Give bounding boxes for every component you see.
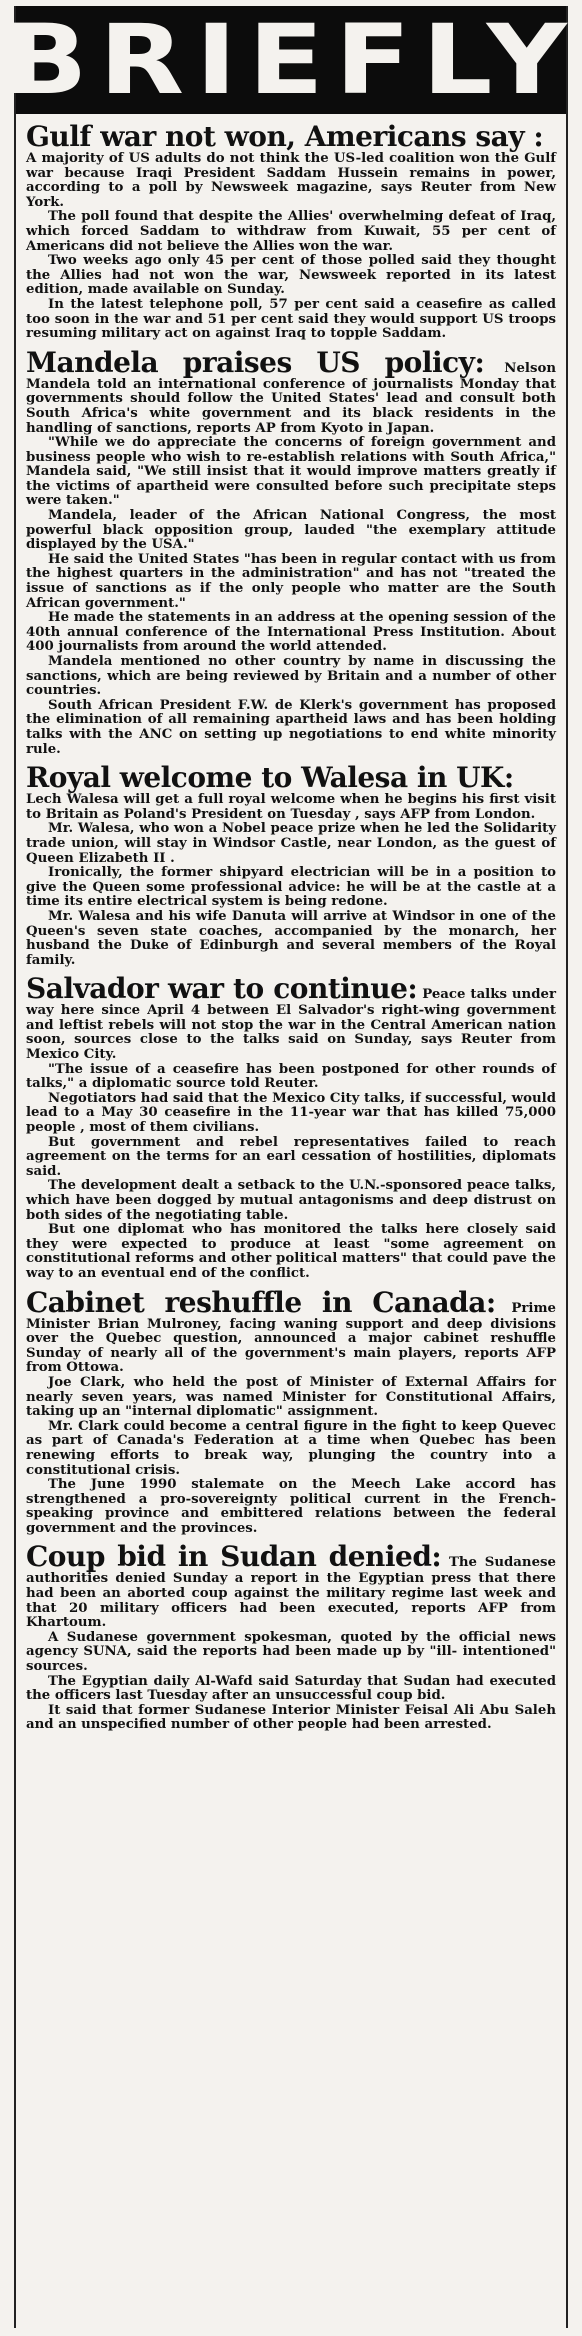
story-paragraph: Mr. Clark could become a central figure in the fight to keep Quevec as part of Canada's Federation at a time when Quebec has been renewing efforts to break way, plunging the country into a constitutional crisis. bbox=[26, 1418, 556, 1478]
story-paragraph: The poll found that despite the Allies' overwhelming defeat of Iraq, which forced Saddam to withdraw from Kuwait, 55 per cent of Americans did not believe the Allies won the war. bbox=[26, 209, 556, 254]
masthead-title: BRIEFLY bbox=[3, 4, 579, 116]
story-lead bbox=[26, 122, 556, 210]
story-paragraph: Peace talks under way here since April 4 between El Salvador's right-wing government and leftist rebels will not stop the war in the Central American nation soon, sources close to the talks said on Sunday, says Reuter from Mexico City. bbox=[26, 987, 556, 1063]
masthead bbox=[3, 4, 579, 116]
news-story bbox=[26, 1285, 556, 1537]
story-paragraph: In the latest telephone poll, 57 per cent said a ceasefire as called too soon in the war and 51 per cent said they would support US troops resuming military act on against Iraq to topple Saddam. bbox=[26, 296, 556, 342]
news-story bbox=[26, 974, 556, 1281]
story-paragraph: It said that former Sudanese Interior Minister Feisal Ali Abu Saleh and an unspecified number of other people had been arrested. bbox=[26, 1702, 556, 1733]
story-paragraph: Nelson Mandela told an international conference of journalists Monday that governments should follow the United States' lead and consult both South Africa's white government and its black residents in the handling of sanctions, reports AP from Kyoto in Japan. bbox=[26, 360, 556, 436]
briefly-column bbox=[3, 4, 579, 2328]
story-paragraph: A majority of US adults do not think the US-led coalition won the Gulf war because Iraqi President Saddam Hussein remains in power, according to a poll by Newsweek magazine, says Reuter from New York. bbox=[26, 151, 556, 210]
story-paragraph: South African President F.W. de Klerk's government has proposed the elimination of all remaining apartheid laws and has been holding talks with the ANC on setting up negotiations to end white minority rule. bbox=[26, 697, 556, 757]
story-headline: Gulf war not won, Americans say : bbox=[26, 120, 544, 153]
story-paragraph: Ironically, the former shipyard electrician will be in a position to give the Queen some professional advice: he will be at the castle at a time its entire electrical system is being redone. bbox=[26, 865, 556, 910]
story-paragraph: Negotiators had said that the Mexico City talks, if successful, would lead to a May 30 ceasefire in the 11-year war that has killed 75,000 people , most of them civilians. bbox=[26, 1090, 556, 1136]
story-paragraph: The development dealt a setback to the U.N.-sponsored peace talks, which have been dogged by mutual antagonisms and deep distrust on both sides of the negotiating table. bbox=[26, 1178, 556, 1223]
story-paragraph: He made the statements in an address at the opening session of the 40th annual conference of the International Press Institution. About 400 journalists from around the world attended. bbox=[26, 610, 556, 655]
story-lead bbox=[26, 1285, 556, 1376]
story-paragraph: Mr. Walesa and his wife Danuta will arrive at Windsor in one of the Queen's seven state coaches, accompanied by the monarch, her husband the Duke of Edinburgh and several members of the Royal family. bbox=[26, 908, 556, 968]
story-paragraph: But government and rebel representatives failed to reach agreement on the terms for an earl cessation of hostilities, diplomats said. bbox=[26, 1134, 556, 1179]
news-story bbox=[26, 345, 556, 757]
story-paragraph: The Egyptian daily Al-Wafd said Saturday that Sudan had executed the officers last Tuesday after an unsuccessful coup bid. bbox=[26, 1673, 556, 1704]
story-headline: Salvador war to continue: bbox=[26, 972, 418, 1006]
story-headline: Royal welcome to Walesa in UK: bbox=[26, 761, 514, 795]
news-story bbox=[26, 763, 556, 968]
story-lead bbox=[26, 1542, 556, 1630]
story-paragraph: Joe Clark, who held the post of Minister of External Affairs for nearly seven years, was named Minister for Constitutional Affairs, taking up an "internal diplomatic" assignment. bbox=[26, 1374, 556, 1420]
story-paragraph: Mandela, leader of the African National Congress, the most powerful black opposition group, lauded "the exemplary attitude displayed by the USA." bbox=[26, 508, 556, 553]
story-paragraph: Prime Minister Brian Mulroney, facing waning support and deep divisions over the Quebec question, announced a major cabinet reshuffle Sunday of nearly all of the government's main players, reports AFP from Ottowa. bbox=[26, 1300, 556, 1376]
story-paragraph: He said the United States "has been in regular contact with us from the highest quarters in the administration" and has not "treated the issue of sanctions as if the only people who matter are the South African government." bbox=[26, 551, 556, 611]
story-paragraph: Mr. Walesa, who won a Nobel peace prize when he led the Solidarity trade union, will stay in Windsor Castle, near London, as the guest of Queen Elizabeth II . bbox=[26, 821, 556, 866]
story-lead bbox=[26, 345, 556, 436]
story-lead bbox=[26, 763, 556, 822]
story-paragraph: "While we do appreciate the concerns of foreign government and business people who wish to re-establish relations with South Africa," Mandela said, "We still insist that it would improve matters greatly if the victims of apartheid were consulted before such precipitate steps were taken." bbox=[26, 435, 556, 509]
story-paragraph: Two weeks ago only 45 per cent of those polled said they thought the Allies had not won the war, Newsweek reported in its latest edition, made available on Sunday. bbox=[26, 253, 556, 298]
stories-container bbox=[26, 122, 556, 1733]
story-paragraph: The June 1990 stalemate on the Meech Lake accord has strengthened a pro-sovereignty political current in the French-speaking province and embittered relations between the federal government and the provinces. bbox=[26, 1477, 556, 1536]
story-lead bbox=[26, 974, 556, 1062]
story-headline: Mandela praises US policy: bbox=[26, 345, 485, 379]
story-paragraph: Lech Walesa will get a full royal welcome when he begins his first visit to Britain as Poland's President on Tuesday , says AFP from London. bbox=[26, 792, 556, 822]
news-story bbox=[26, 1542, 556, 1733]
story-headline: Coup bid in Sudan denied: bbox=[26, 1540, 442, 1574]
story-paragraph: A Sudanese government spokesman, quoted by the official news agency SUNA, said the reports had been made up by "ill- intentioned" sources. bbox=[26, 1629, 556, 1675]
story-paragraph: "The issue of a ceasefire has been postponed for other rounds of talks," a diplomatic source told Reuter. bbox=[26, 1061, 556, 1092]
news-story bbox=[26, 122, 556, 342]
story-paragraph: But one diplomat who has monitored the talks here closely said they were expected to produce at least "some agreement on constitutional reforms and other political matters" that could pave the way to an eventual end of the conflict. bbox=[26, 1222, 556, 1281]
story-headline: Cabinet reshuffle in Canada: bbox=[26, 1285, 496, 1319]
story-paragraph: Mandela mentioned no other country by name in discussing the sanctions, which are being reviewed by Britain and a number of other countries. bbox=[26, 654, 556, 699]
story-paragraph: The Sudanese authorities denied Sunday a report in the Egyptian press that there had been an aborted coup against the military regime last week and that 20 military officers had been executed, reports AFP from Khartoum. bbox=[26, 1555, 556, 1631]
